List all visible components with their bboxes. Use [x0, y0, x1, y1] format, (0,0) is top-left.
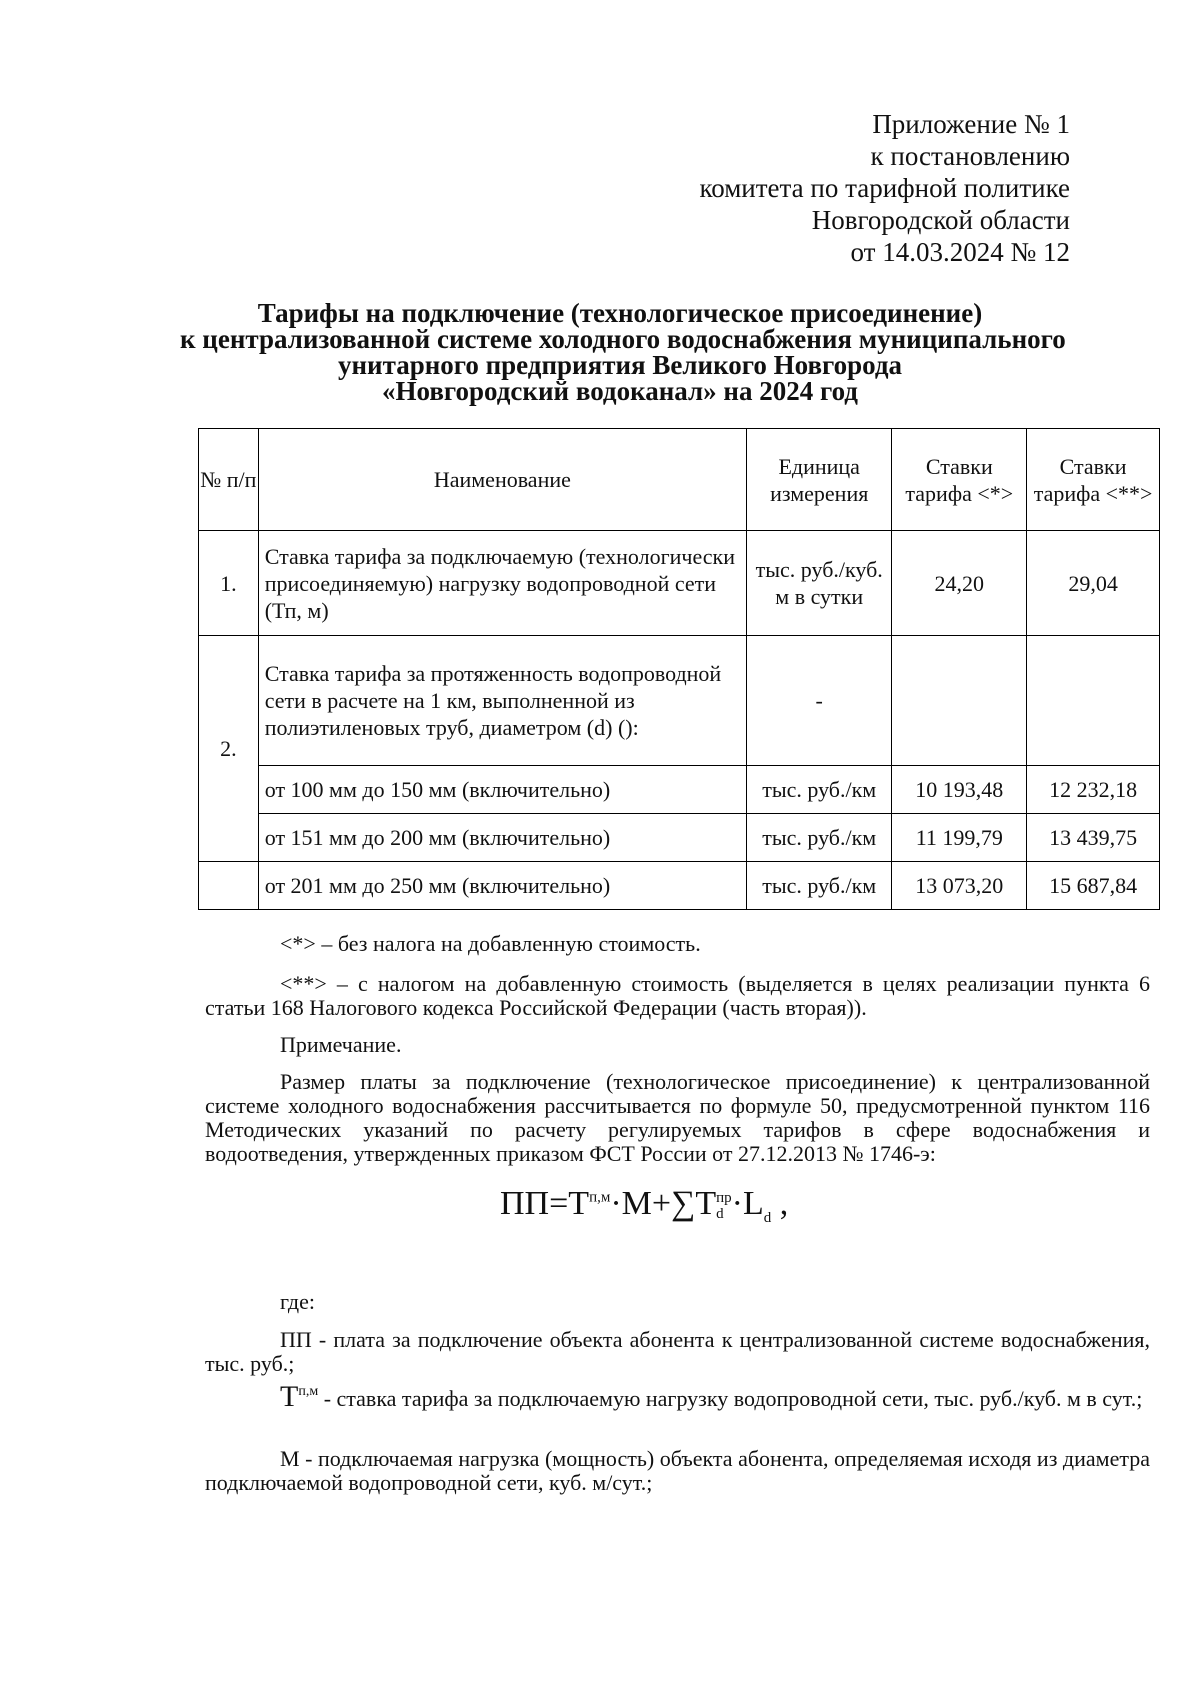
appendix-header — [699, 108, 1070, 268]
row-rate-no-vat: 10 193,48 — [892, 766, 1027, 814]
title-line: унитарного предприятия Великого Новгорода — [337, 350, 903, 380]
fee-formula — [500, 1185, 788, 1227]
definition-pp: ПП - плата за подключение объекта абонента к централизованной системе водоснабжения, тыс. руб.; — [205, 1327, 1150, 1376]
row-rate-with-vat: 15 687,84 — [1027, 862, 1160, 910]
row-unit: - — [746, 636, 891, 766]
appendix-line: Новгородской области — [811, 205, 1070, 235]
where-label: где: — [280, 1289, 315, 1314]
header-rate-with-vat: Ставки тарифа <**> — [1027, 429, 1160, 531]
row-name: Ставка тарифа за подключаемую (технологически присоединяемую) нагрузку водопроводной сети (Тп, м) — [258, 531, 746, 636]
table-row — [199, 766, 1160, 814]
table-header-row — [199, 429, 1160, 531]
row-unit: тыс. руб./куб. м в сутки — [746, 531, 891, 636]
formula-t-sup: п,м — [589, 1189, 611, 1206]
document-title — [180, 298, 1066, 406]
formula-pp: ПП — [500, 1185, 550, 1222]
row-rate-no-vat: 24,20 — [892, 531, 1027, 636]
row-unit: тыс. руб./км — [746, 766, 891, 814]
row-rate-no-vat — [892, 636, 1027, 766]
formula-t2-sub: d — [716, 1206, 724, 1223]
table-row — [199, 636, 1160, 766]
formula-dot-l: ·L — [731, 1185, 764, 1222]
title-line: к централизованной системе холодного водоснабжения муниципального — [180, 324, 1066, 354]
header-num: № п/п — [199, 429, 259, 531]
note-with-vat: <**> – с налогом на добавленную стоимость (выделяется в целях реализации пункта 6 статьи 168 Налогового кодекса Российской Федерации (часть вторая)). — [205, 971, 1150, 1020]
remark-text: Размер платы за подключение (технологическое присоединение) к централизованной системе холодного водоснабжения рассчитывается по формуле 50, предусмотренной пунктом 116 Методических указаний по расчету регулируемых тарифов в сфере водоснабжения и водоотведения, утвержденных приказом ФСТ России от 27.12.2013 № 1746-э: — [205, 1069, 1150, 1166]
row-name: от 201 мм до 250 мм (включительно) — [258, 862, 746, 910]
appendix-line: к постановлению — [870, 141, 1070, 171]
row-name: Ставка тарифа за протяженность водопроводной сети в расчете на 1 км, выполненной из полиэтиленовых труб, диаметром (d) (): — [258, 636, 746, 766]
row-rate-with-vat: 29,04 — [1027, 531, 1160, 636]
formula-comma: , — [779, 1185, 789, 1222]
title-line: Тарифы на подключение (технологическое присоединение) — [257, 298, 983, 328]
row-num: 1. — [199, 531, 259, 636]
formula-plus-sum: +∑ — [651, 1185, 696, 1222]
header-unit: Единица измерения — [746, 429, 891, 531]
formula-dot-m: ·М — [610, 1185, 652, 1222]
remark-title: Примечание. — [280, 1032, 402, 1057]
row-rate-no-vat: 11 199,79 — [892, 814, 1027, 862]
note-no-vat: <*> – без налога на добавленную стоимость. — [280, 931, 701, 956]
tpm-symbol: $Т^{п,м}$ — [280, 1380, 319, 1413]
formula-l-sub: d — [763, 1209, 772, 1226]
header-name: Наименование — [258, 429, 746, 531]
row-unit: тыс. руб./км — [746, 862, 891, 910]
row-num: 2. — [199, 636, 259, 862]
title-line: «Новгородский водоканал» на 2024 год — [382, 376, 858, 406]
table-row — [199, 862, 1160, 910]
formula-t2-sup: пр — [716, 1190, 732, 1207]
appendix-line: от 14.03.2024 № 12 — [850, 237, 1070, 267]
row-rate-with-vat: 13 439,75 — [1027, 814, 1160, 862]
formula-t2: Т — [695, 1185, 717, 1222]
row-name: от 100 мм до 150 мм (включительно) — [258, 766, 746, 814]
row-name: от 151 мм до 200 мм (включительно) — [258, 814, 746, 862]
header-rate-no-vat: Ставки тарифа <*> — [892, 429, 1027, 531]
appendix-line: Приложение № 1 — [872, 109, 1070, 139]
definition-m: М - подключаемая нагрузка (мощность) объекта абонента, определяемая исходя из диаметра подключаемой водопроводной сети, куб. м/сут.; — [205, 1446, 1150, 1495]
table-row — [199, 531, 1160, 636]
row-num-empty — [199, 862, 259, 910]
formula-t: Т — [568, 1185, 590, 1222]
row-rate-with-vat: 12 232,18 — [1027, 766, 1160, 814]
row-rate-no-vat: 13 073,20 — [892, 862, 1027, 910]
table-row — [199, 814, 1160, 862]
tariffs-table — [198, 428, 1160, 910]
row-unit: тыс. руб./км — [746, 814, 891, 862]
definition-tpm: $Т^{п,м}$ - ставка тарифа за подключаемую нагрузку водопроводной сети, тыс. руб./куб. м в сут.; — [280, 1380, 1143, 1413]
formula-eq: = — [549, 1185, 569, 1222]
row-rate-with-vat — [1027, 636, 1160, 766]
appendix-line: комитета по тарифной политике — [699, 173, 1070, 203]
